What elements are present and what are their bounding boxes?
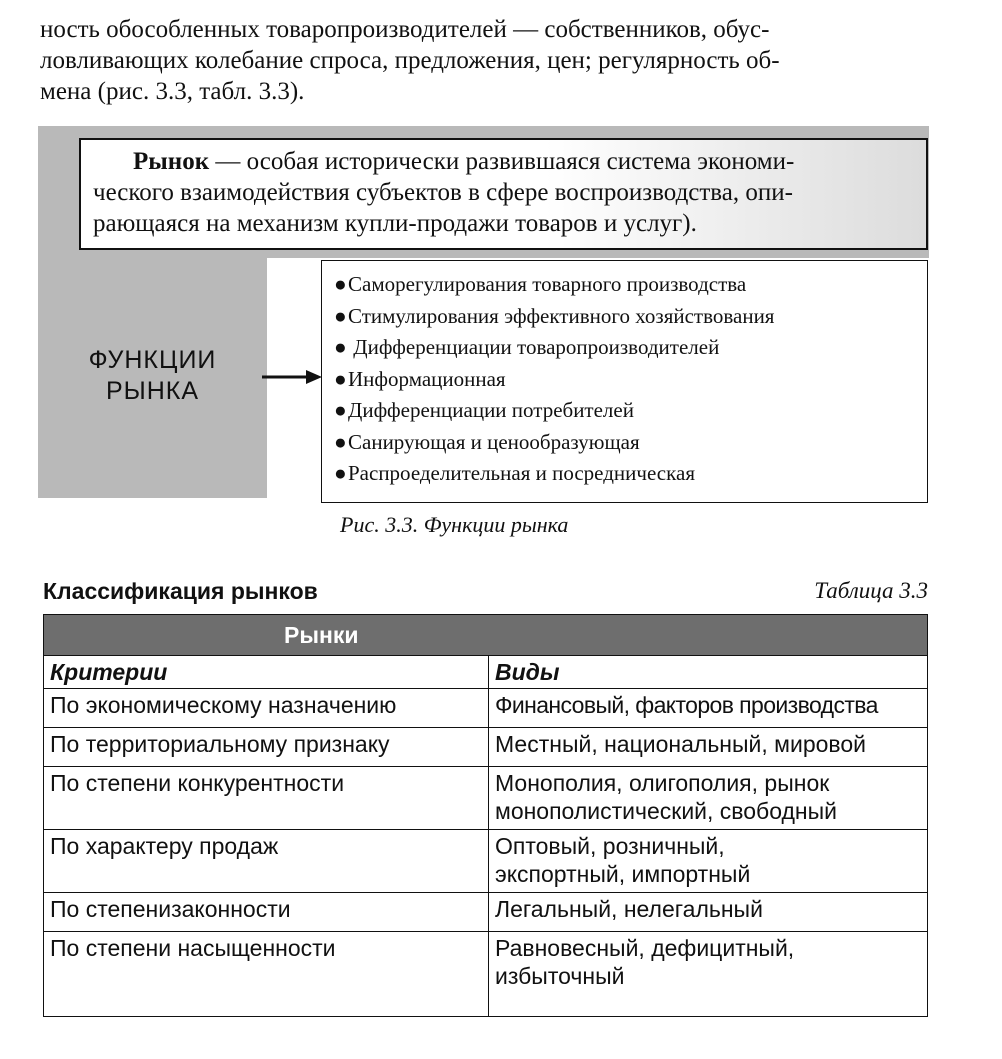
function-item: ●Стимулирования эффективного хозяйствования [334, 301, 927, 333]
criteria-cell: По степени насыщенности [44, 932, 489, 1017]
bullet-icon: ● [334, 303, 347, 328]
table-number: Таблица 3.3 [814, 578, 928, 603]
definition-line: рающаяся на механизм купли-продажи товаров и услуг). [93, 210, 697, 237]
definition-term: Рынок [133, 148, 210, 175]
figure-caption: Рис. 3.3. Функции рынка [340, 512, 569, 537]
definition-line: ческого взаимодействия субъектов в сфере воспроизводства, опи- [93, 179, 793, 206]
intro-line: ность обособленных товаропроизводителей — собственников, обус- [40, 16, 770, 43]
definition-line [93, 146, 926, 177]
table-row [44, 689, 928, 728]
function-item: ●Распроеделительная и посредническая [334, 458, 927, 490]
functions-title [40, 345, 265, 407]
bullet-icon: ● [334, 398, 347, 422]
criteria-cell: По территориальному признаку [44, 728, 489, 767]
column-header-types: Виды [489, 656, 928, 689]
types-cell: Финансовый, факторов производства [489, 689, 928, 728]
criteria-cell: По степени конкурентности [44, 767, 489, 830]
function-item: ● Дифференциации товаропроизводителей [334, 332, 927, 364]
types-cell: Легальный, нелегальный [489, 893, 928, 932]
arrow-right-icon [262, 367, 322, 387]
types-cell: Местный, национальный, мировой [489, 728, 928, 767]
table-header-row [44, 615, 928, 656]
definition-text: — особая исторически развившаяся система экономи- [209, 148, 795, 175]
table-row [44, 767, 928, 830]
table-column-headers [44, 656, 928, 689]
intro-line: мена (рис. 3.3, табл. 3.3). [40, 78, 305, 105]
table-title: Классификация рынков [43, 578, 318, 604]
bullet-icon: ● [334, 272, 347, 296]
functions-title-line: РЫНКА [105, 377, 200, 405]
types-cell: Оптовый, розничный, экспортный, импортный [489, 830, 928, 893]
column-header-criteria: Критерии [44, 656, 489, 689]
table-row [44, 830, 928, 893]
function-item: ●Саморегулирования товарного производства [334, 269, 927, 301]
intro-line: ловливающих колебание спроса, предложения, цен; регулярность об- [40, 47, 780, 74]
table-row [44, 893, 928, 932]
bullet-icon: ● [334, 461, 347, 485]
intro-paragraph [40, 14, 940, 107]
table-header: Рынки [44, 615, 928, 656]
types-cell: Монополия, олигополия, рынок монополистический, свободный [489, 767, 928, 830]
function-item: ●Дифференциации потребителей [334, 395, 927, 427]
function-item: ●Санирующая и ценообразующая [334, 427, 927, 459]
function-item: ●Информационная [334, 364, 927, 396]
market-definition-box [79, 138, 928, 250]
types-cell: Равновесный, дефицитный, избыточный [489, 932, 928, 1017]
table-row [44, 728, 928, 767]
bullet-icon: ● [334, 335, 347, 359]
bullet-icon: ● [334, 429, 347, 454]
criteria-cell: По степенизаконности [44, 893, 489, 932]
criteria-cell: По характеру продаж [44, 830, 489, 893]
markets-classification-table [43, 614, 928, 1017]
functions-list [321, 260, 928, 503]
criteria-cell: По экономическому назначению [44, 689, 489, 728]
functions-title-line: ФУНКЦИИ [88, 346, 217, 374]
table-row [44, 932, 928, 1017]
bullet-icon: ● [334, 366, 347, 391]
